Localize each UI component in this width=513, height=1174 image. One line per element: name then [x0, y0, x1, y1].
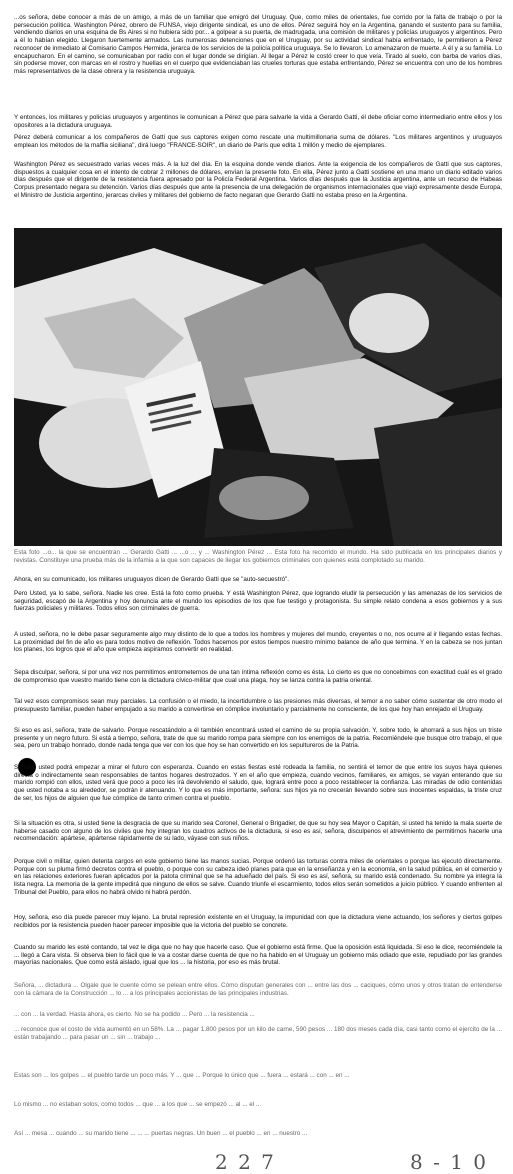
- paragraph-18: ... reconoce que el costo de vida aumentó en un 58%. La ... pagar 1.800 pesos por un kilo de carne, 590 pesos ... 180 dos meses cada día, casi tanto como el ejercito de la ... están trabajando ... para pasar un ... sin ... trabajo ...: [14, 1026, 502, 1041]
- handwritten-mark-left: 2 2 7: [215, 1150, 276, 1174]
- paragraph-7: A usted, señora, no le debe pasar seguramente algo muy distinto de lo que a todos los hombres y mujeres del mundo, creyentes o no, nos ocurre al ir llegando estas fechas. La proximidad del fin de año es para todos motivo de reflexión. Todos hacemos por estos tiempos nuestro mínimo balance de año que termina. Y en la cabeza se nos juntan los planes, los logros que el año que empieza aspiramos convertir en realidad.: [14, 631, 502, 654]
- paragraph-5: Ahora, en su comunicado, los militares uruguayos dicen de Gerardo Gatti que se "auto-secuestró".: [14, 576, 290, 583]
- paragraph-17: ... con ... la verdad. Hasta ahora, es cierto. No se ha podido ... Pero ... la resistencia ...: [14, 1011, 255, 1018]
- photo-image: [14, 228, 502, 546]
- paragraph-11: Señora, usted podrá empezar a mirar el futuro con esperanza. Cuando en estas fiestas esté rodeada la familia, no sentirá el temor de que entre los suyos haya quienes directa o indirectamente sean responsables de tantos hogares destrozados. Y en el año que empieza, cuando vecinos, familiares, ex amigos, se vayan enterando que su marido rompió con ellos, usted verá que poco a poco les irá devolviendo el saludo, que, logrará entre poco a poco restablecer la confianza. Las miradas de odio contenidas que usted notaba a su alrededor, se podrán ir atenuando. Y lo que es más importante, señora: sus hijos ya no crecerán llevando sobre sus inocentes espaldas, la triste cruz de ser, los hijos de alguien que fue cómplice de tanto crimen contra el pueblo.: [14, 764, 502, 802]
- paragraph-10: Si eso es así, señora, trate de salvarlo. Porque rescatándolo a él también encontrará usted el camino de su propia salvación. Y, sobre todo, le ahorrará a sus hijos un triste presente y un negro futuro. Si está a tiempo, señora, trate de que su marido rompa para siempre con los enemigos de la patria. Recomiéndele que busque otro trabajo, el que sea, pero un trabajo honrado, donde nada tenga que ver con los que hoy se han convertido en los sepultureros de la Patria.: [14, 727, 502, 750]
- handwritten-mark-right: 8 - 1 0: [410, 1150, 489, 1174]
- paragraph-16: Señora, ... dictadura ... Olgale que le cuente cómo se pelean entre ellos. Cómo disputan generales con ... entre las dos ... caciques, cómo unos y otros tratan de entenderse con la cámara de la Construcción ... lo ... a los principales accionistas de las principales industrias.: [14, 982, 502, 997]
- photo-gatti-perez: [14, 228, 502, 546]
- paragraph-9: Tal vez esos compromisos sean muy parciales. La confusión o el miedo, la incertidumbre o las presiones más diversas, el temor a no saber cómo sustentar de otro modo el presupuesto familiar, pueden haber empujado a su marido a convertirse en cómplice involuntario y parcialmente no consciente, de los que hoy han enrejado el Uruguay.: [14, 698, 502, 713]
- paragraph-8: Sepa disculpar, señora, si por una vez nos permitimos entrometernos de una tan íntima reflexión como es ésta. Lo cierto es que no concebimos con exactitud cuál es el grado de compromiso que vuestro marido tiene con la dictadura cívico-militar que cual una plaga, hoy se lanza contra la patria oriental.: [14, 669, 502, 684]
- paragraph-12: Si la situación es otra, si usted tiene la desgracia de que su marido sea Coronel, General o Brigadier, de que su hoy sea Mayor o Capitán, si usted ha tenido la mala suerte de haberse casado con alguno de los civiles que hoy integran los cuadros activos de la dictadura, si eso es así, señora, disculpenos el atrevimiento de permitirnos hacerle una recomendación: apártese, apártense rápidamente de su lado, váyase con sus niños.: [14, 820, 502, 843]
- photo-caption: Esta foto ...o... la que se encuentran ... Gerardo Gatti ... ...o ... y ... Washington Pérez ... Esta foto ha recorrido el mundo. Ha sido publicada en los principales diarios y revistas. Constituye una prueba más de la infamia a la que son capaces de llegar los gobiernos criminales con quienes está complotado su marido.: [14, 549, 502, 564]
- paragraph-6: Pero Usted, ya lo sabe, señora. Nadie les cree. Está la foto como prueba. Y está Washington Pérez, que logrando eludir la persecución y las amenazas de los servicios de seguridad, escapó de la Argentina y hoy denuncia ante el mundo los episodios de los que fue testigo y protagonista. Su simple relato condena a esos gobiernos y a sus fuerzas policiales y militares. Todos ellos son criminales de guerra.: [14, 590, 502, 613]
- paragraph-20: Lo mismo ... no estaban solos, como todos ... que ... a los que ... se empezó ... al ... el ...: [14, 1101, 262, 1108]
- paragraph-intro: ...os señora, debe conocer a más de un amigo, a más de un familiar que emigró del Uruguay. Que, como miles de orientales, fue corrido por la falta de trabajo o por la persecución política. Washington Pérez, obrero de FUNSA, viejo dirigente sindical, es uno de ellos. Pérez seguirá hoy en la Argentina, ganando el sustento para su familia, vendiendo diarios en una esquina de Bs Aires si no hubiera sido por... a golpear a su puerta, de madrugada, una comisión de militares y policías uruguayos y argentinos. Pero a él lo habían elegido. Llegaron fuertemente armados. Las numerosas detenciones que en el Uruguay, por su actividad sindical había enfrentado, le permitieron a Pérez reconocer de inmediato al Comisario Campos Hermida, jerarca de los servicios de la policía política uruguaya. Se lo llevaron. Lo amenazaron de muerte. A él y a su familia. Lo encapucharon. En el camino, se comunicaban por radio con el lugar donde se dirigían. Al llegar a Pérez le costó creer lo que veía. Tirado al suelo, con barba de varios días, sin poderse mover, con marcas en el rostro y huellas en el cuerpo que evidenciaban las crueles torturas que estaba enfrentando, Pérez se encuentra con uno de los hombres más representativos de la clase obrera y la resistencia uruguaya.: [14, 14, 502, 75]
- paragraph-14: Hoy, señora, eso día puede parecer muy lejano. La brutal represión existente en el Uruguay, la impunidad con que la dictadura viene actuando, los señores y ciertos golpes recibidos por la resistencia pueden hacer parecer imposible que la victoria del pueblo se concrete.: [14, 914, 502, 929]
- paragraph-13: Porque civil o militar, quien detenta cargos en este gobierno tiene las manos sucias. Porque ordenó las torturas contra miles de orientales o porque las ejecutó directamente. Porque con su pluma firmó decretos contra el pueblo, o porque con su cabeza ideó planes para que en la enseñanza y en la economía, en la salud pública, en el comercio y en las relaciones exteriores fueran aplicados por la patota criminal que se ha adueñado del país. Si eso es así, señora, su marido está condenado. Su nombre ya integra la lista negra. La memoria de la gente impedirá que ninguno de ellos se salve. Cuando triunfe el escarmiento, todos ellos serán sometidos a juicio público. Y cuando enfrenten al Tribunal del Pueblo, para ellos no habrá olvido ni habrá perdón.: [14, 858, 502, 896]
- paragraph-3: Pérez deberá comunicar a los compañeros de Gatti que sus captores exigen como rescate una multimillonaria suma de dólares. "Los militares argentinos y uruguayos emplean los métodos de la maffia siciliana", dirá luego "FRANCE-SOIR", un diario de París que edita 1 millón y medio de ejemplares.: [14, 134, 502, 149]
- paragraph-19: Estas son ... los golpes ... el pueblo tarde un poco más. Y ... que ... Porque lo único que ... fuera ... estará ... con ... en ...: [14, 1072, 350, 1079]
- paragraph-21: Así ... mesa ... cuando ... su marido tiene ... ... ... puertas negras. Un buen ... el pueblo ... en ... nuestro ...: [14, 1130, 308, 1137]
- paragraph-4: Washington Pérez es secuestrado varias veces más. A la luz del día. En la esquina donde vende diarios. Ante la exigencia de los compañeros de Gatti que sus captores, dispuestos a cualquier cosa en el intento de cobrar 2 millones de dólares, envían la presente foto. En ella, Pérez junto a Gatti sostiene en una mano un diario editado varios días después que el dirigente de la resistencia fuera apresado por la Policía Federal Argentina. Varios días después que la Justicia argentina, ante un recurso de Habeas Corpus presentado negara su detención. Varios días después que ante la presencia de una delegación de organismos internacionales que viajó expresamente desde Europa, el Ministro de Justicia argentino, jerarcas civiles y militares del gobierno de facto negaran que Gerardo Gatti no estaba preso en la Argentina.: [14, 161, 502, 199]
- paragraph-15: Cuando su marido les esté contando, tal vez le diga que no hay que hacerle caso. Que el gobierno está firme. Que la oposición está liquidada. Si eso le dice, recomiéndele la ... llegó a Cara vista. Si observa bien lo fácil que le va a costar darse cuenta de que no ha habido en el Uruguay un gobierno más odiado que este, repudiado por las grandes mayorías nacionales. Que como está aislado, igual que los ... la historia, por eso es más brutal.: [14, 944, 502, 967]
- paragraph-2: Y entonces, los militares y policías uruguayos y argentinos le comunican a Pérez que para salvarle la vida a Gerardo Gatti, él debe oficiar como intermediario entre ellos y los opositores a la dictadura uruguaya.: [14, 114, 502, 129]
